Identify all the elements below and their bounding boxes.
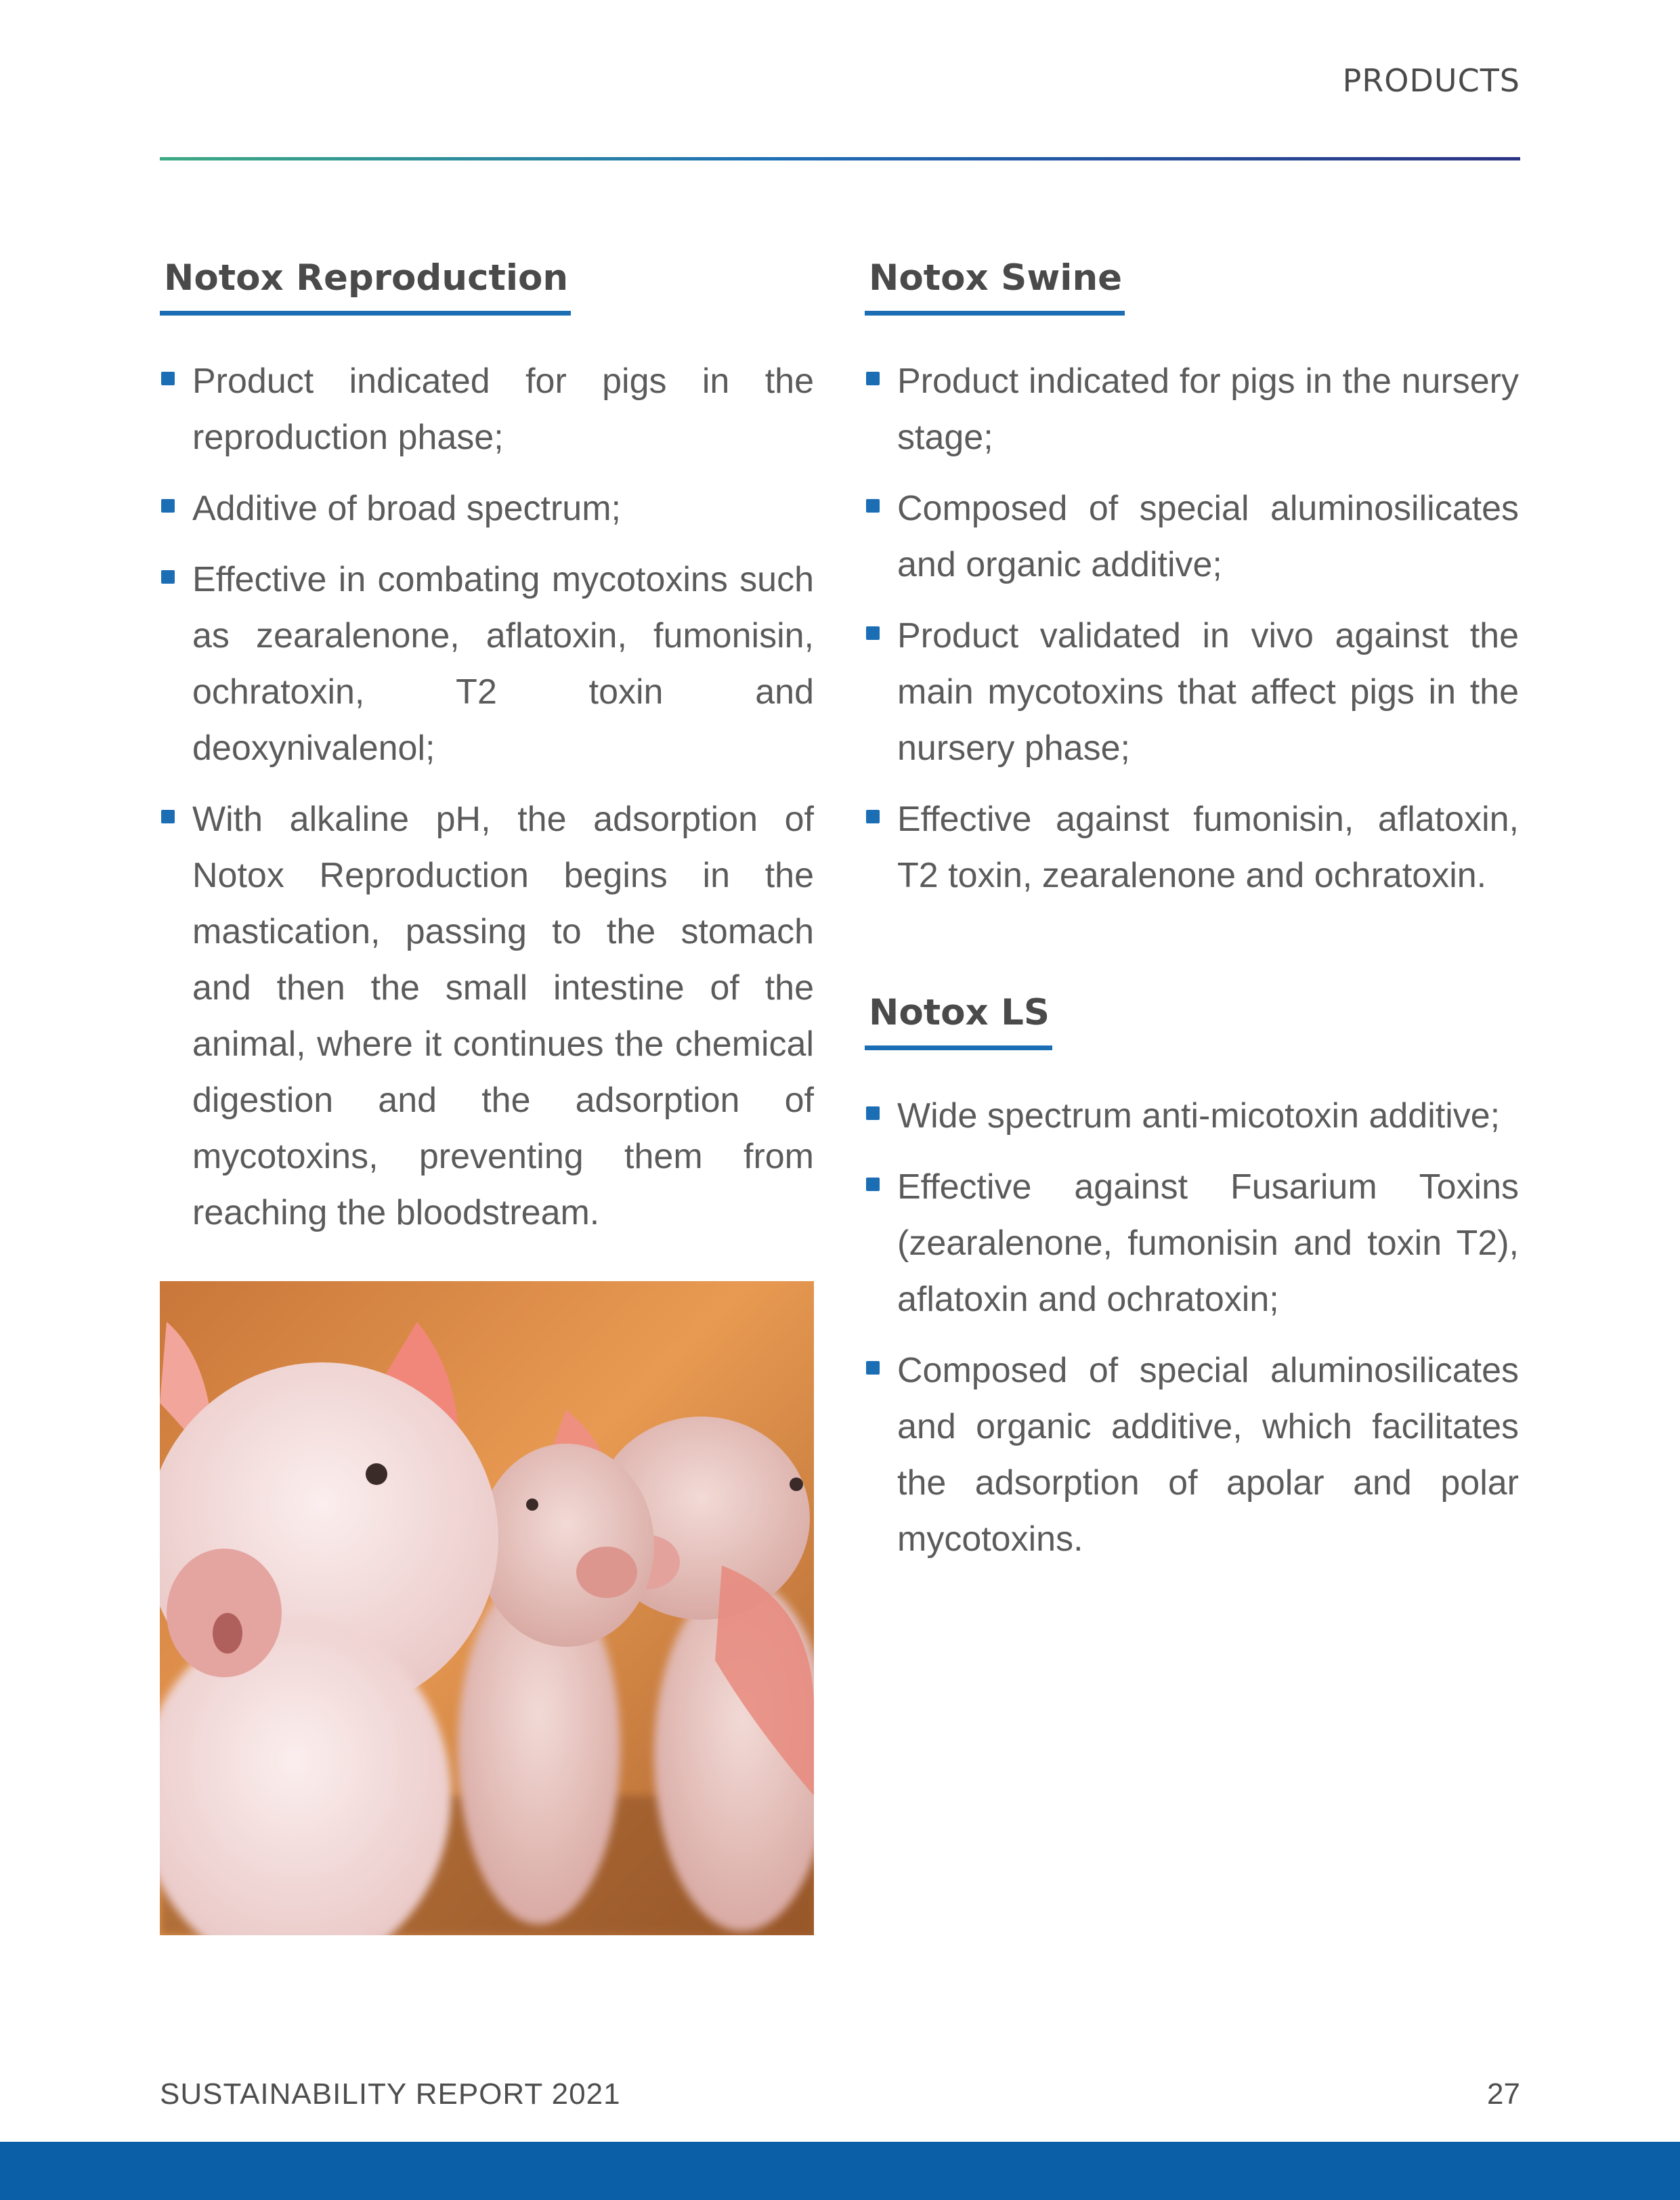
notox-reproduction-list: [160, 353, 814, 1241]
notox-swine-list: [865, 353, 1519, 904]
list-item: Composed of special aluminosilicates and organic additive;: [865, 481, 1519, 593]
bullet-icon: [866, 499, 880, 513]
bullet-icon: [161, 499, 175, 513]
section-label: PRODUCTS: [1342, 62, 1520, 99]
bullet-icon: [866, 810, 880, 823]
notox-swine-heading: Notox Swine: [865, 257, 1125, 316]
notox-ls-list: [865, 1088, 1519, 1568]
bullet-icon: [161, 570, 175, 584]
bullet-icon: [866, 1106, 880, 1120]
bottom-color-bar: [0, 2142, 1680, 2200]
list-item: Additive of broad spectrum;: [160, 481, 814, 537]
notox-reproduction-heading: Notox Reproduction: [160, 257, 571, 316]
piglets-photo: [160, 1281, 814, 1935]
bullet-icon: [866, 372, 880, 385]
list-item: Effective in combating mycotoxins such as zearalenone, aflatoxin, fumonisin, ochratoxin, T2 toxin and deoxynivalenol;: [160, 552, 814, 777]
list-item: With alkaline pH, the adsorption of Notox Reproduction begins in the mastication, passing to the stomach and then the small intestine of the animal, where it continues the chemical digestion and the adsorption of mycotoxins, preventing them from reaching the bloodstream.: [160, 792, 814, 1241]
bullet-icon: [866, 1361, 880, 1375]
header-divider: [160, 157, 1520, 160]
list-item: Product indicated for pigs in the nursery stage;: [865, 353, 1519, 466]
notox-ls-heading: Notox LS: [865, 992, 1052, 1050]
list-item: Product indicated for pigs in the reproduction phase;: [160, 353, 814, 466]
list-item: Effective against Fusarium Toxins (zearalenone, fumonisin and toxin T2), aflatoxin and ochratoxin;: [865, 1159, 1519, 1328]
left-column: [160, 257, 814, 1256]
right-column: [865, 257, 1519, 1582]
bullet-icon: [161, 372, 175, 385]
list-item: Product validated in vivo against the main mycotoxins that affect pigs in the nursery phase;: [865, 608, 1519, 777]
bullet-icon: [866, 1178, 880, 1191]
list-item: Wide spectrum anti-micotoxin additive;: [865, 1088, 1519, 1144]
list-item: Effective against fumonisin, aflatoxin, T2 toxin, zearalenone and ochratoxin.: [865, 792, 1519, 904]
bullet-icon: [161, 810, 175, 823]
list-item: Composed of special aluminosilicates and organic additive, which facilitates the adsorption of apolar and polar mycotoxins.: [865, 1343, 1519, 1568]
report-title-footer: SUSTAINABILITY REPORT 2021: [160, 2077, 621, 2111]
bullet-icon: [866, 626, 880, 640]
page-number: 27: [1487, 2077, 1520, 2111]
